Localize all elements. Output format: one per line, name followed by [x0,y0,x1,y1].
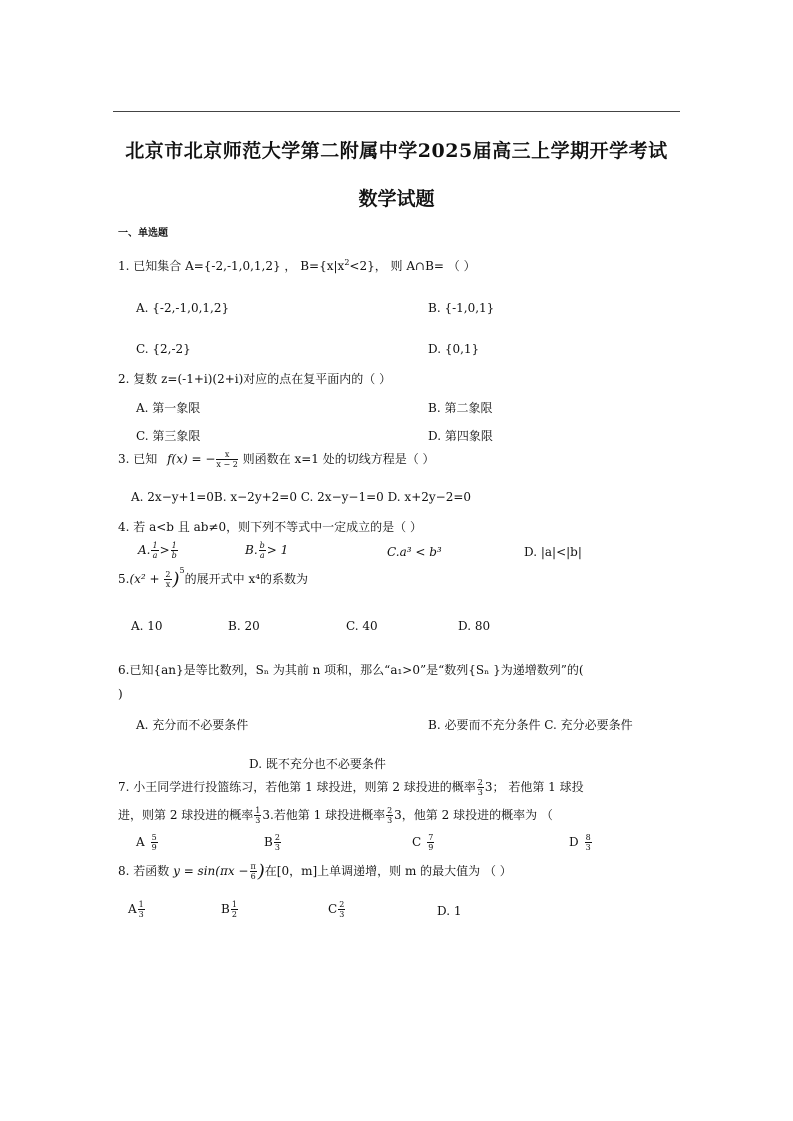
q5-fraction [164,570,171,589]
q8-c-num: 2 [339,900,345,909]
q7-option-d [569,833,593,852]
q6-stem-line1: 6.已知{an}是等比数列，Sₙ 为其前 n 项和，那么“a₁>0”是“数列{Sₙ }为递增数列”的( [118,663,584,677]
q5-option-c: C. 40 [346,619,378,633]
q7-frac3-num: 2 [387,806,393,815]
q1-stem [118,257,476,274]
q5-frac-num: 2 [165,570,171,579]
q2-option-a: A. 第一象限 [136,401,201,415]
q7-frac2-den: 3 [255,816,261,825]
q4-a-frac1 [151,541,158,560]
q7-frac3-den: 3 [387,816,393,825]
q7-a-num: 5 [151,833,157,842]
q3-stem-a: 3. 已知 [118,452,158,466]
q6-option-d: D. 既不充分也不必要条件 [249,757,386,771]
q7-line2-a: 进，则第 2 球投进的概率 [118,808,254,822]
q5-text: 的展开式中 x⁴的系数为 [184,572,309,586]
q7-frac1 [477,778,484,797]
q8-b-frac [231,900,238,919]
q8-frac-num: π [250,862,256,871]
q1-stem-b: <2}， 则 A∩B= （ ） [349,259,476,273]
q2-option-d: D. 第四象限 [428,429,493,443]
q4-a-frac2-num: 1 [171,541,177,550]
section-heading: 一、单选题 [118,228,168,239]
q8-c-frac [338,900,345,919]
q8-a-num: 1 [138,900,144,909]
q7-d-frac [585,833,592,852]
q7-d-label: D [569,835,579,849]
q4-b-label: B. [245,543,258,557]
q7-frac2 [254,806,261,825]
q4-a-label: A. [138,543,151,557]
q5-power: 5 [179,566,185,575]
q7-d-num: 8 [585,833,591,842]
q1-option-b: B. {-1,0,1} [428,301,495,315]
q8-frac-den: 6 [250,872,256,881]
q2-option-b: B. 第二象限 [428,401,493,415]
q7-a-label: A [136,835,145,849]
q7-a-den: 9 [151,843,157,852]
q5-expr-b: ) [172,569,180,590]
q3-frac-num: x [216,450,237,460]
q4-option-d: D. |a|<|b| [524,545,582,559]
q7-c-label: C [412,835,422,849]
q4-a-frac1-den: a [152,551,158,560]
q7-frac1-den: 3 [477,788,483,797]
q4-b-frac [259,541,266,560]
q7-line2-c: 3，他第 2 球投进的概率为 （ [394,808,553,822]
q7-b-num: 2 [274,833,280,842]
q7-b-frac [274,833,281,852]
q6-option-bc: B. 必要而不充分条件 C. 充分必要条件 [428,718,633,732]
q5-option-d: D. 80 [458,619,491,633]
q6-option-a: A. 充分而不必要条件 [136,718,249,732]
q8-a-den: 3 [138,910,144,919]
q8-b-den: 2 [231,910,237,919]
q8-c-den: 3 [339,910,345,919]
q2-stem: 2. 复数 z=(-1+i)(2+i)对应的点在复平面内的（ ） [118,372,392,386]
q7-frac1-num: 2 [477,778,483,787]
q3-function: f(x) = − [167,452,216,466]
q8-option-b [221,900,239,919]
q8-a-frac [138,900,145,919]
q7-frac2-num: 1 [255,806,261,815]
page-subtitle: 数学试题 [358,188,435,210]
q3-stem [118,450,435,469]
q1-option-a: A. {-2,-1,0,1,2} [136,301,230,315]
q1-sup: 2 [344,258,350,267]
header-rule [113,111,680,112]
q7-b-den: 3 [274,843,280,852]
q8-stem [118,861,512,882]
q4-option-c: C.a³ < b³ [387,545,442,559]
q8-fraction [250,862,257,881]
q7-line1-b: 3； 若他第 1 球投 [484,780,584,794]
q2-option-c: C. 第三象限 [136,429,201,443]
q6-stem-line2: ) [118,687,123,701]
q4-b-frac-den: a [259,551,265,560]
q5-number: 5. [118,572,130,586]
q4-a-frac2-den: b [171,551,177,560]
q7-b-label: B [264,835,273,849]
q8-a-label: A [128,902,137,916]
q3-stem-b: 则函数在 x=1 处的切线方程是（ ） [242,452,435,466]
q3-frac-den: x − 2 [216,460,238,469]
q4-option-a [138,541,179,560]
q8-stem-b: 在[0，m]上单调递增，则 m 的最大值为 （ ） [264,864,512,878]
q5-stem [118,566,308,590]
q7-option-b [264,833,282,852]
q5-expr-a: (x² + [129,572,164,586]
q4-b-frac-num: b [259,541,265,550]
q8-stem-a: 8. 若函数 [118,864,170,878]
q5-option-b: B. 20 [228,619,260,633]
q4-option-b [245,541,288,560]
q8-option-c [328,900,346,919]
q3-options: A. 2x−y+1=0B. x−2y+2=0 C. 2x−y−1=0 D. x+2y−2=0 [131,490,472,504]
q7-line1-a: 7. 小王同学进行投篮练习，若他第 1 球投进，则第 2 球投进的概率 [118,780,476,794]
q8-b-num: 1 [231,900,237,909]
q7-frac3 [386,806,393,825]
q1-stem-a: 1. 已知集合 A={-2,-1,0,1,2} ， B={x|x [118,259,345,273]
q4-stem: 4. 若 a<b 且 ab≠0，则下列不等式中一定成立的是（ ） [118,520,422,534]
q8-expr-close: ) [257,861,265,882]
q7-d-den: 3 [585,843,591,852]
q7-option-c [412,833,435,852]
q8-option-a [128,900,146,919]
q7-line2-b: 3.若他第 1 球投进概率 [262,808,386,822]
q3-fraction [216,450,237,469]
page-title: 北京市北京师范大学第二附属中学2025届高三上学期开学考试 [125,140,668,162]
q8-expr: y = sin(πx − [173,864,249,878]
q7-c-num: 7 [428,833,434,842]
q1-option-c: C. {2,-2} [136,342,191,356]
q1-option-d: D. {0,1} [428,342,480,356]
q4-b-tail: > 1 [266,543,289,557]
q7-a-frac [151,833,158,852]
q4-a-frac2 [171,541,178,560]
q5-option-a: A. 10 [131,619,163,633]
q7-line1 [118,778,584,797]
q8-b-label: B [221,902,230,916]
q7-line2 [118,806,553,825]
q8-option-d: D. 1 [437,904,462,918]
q4-a-op: > [159,543,170,557]
q5-frac-den: x [165,580,171,589]
q7-option-a [136,833,159,852]
q4-a-frac1-num: 1 [152,541,158,550]
q8-c-label: C [328,902,338,916]
q7-c-frac [427,833,434,852]
q7-c-den: 9 [428,843,434,852]
